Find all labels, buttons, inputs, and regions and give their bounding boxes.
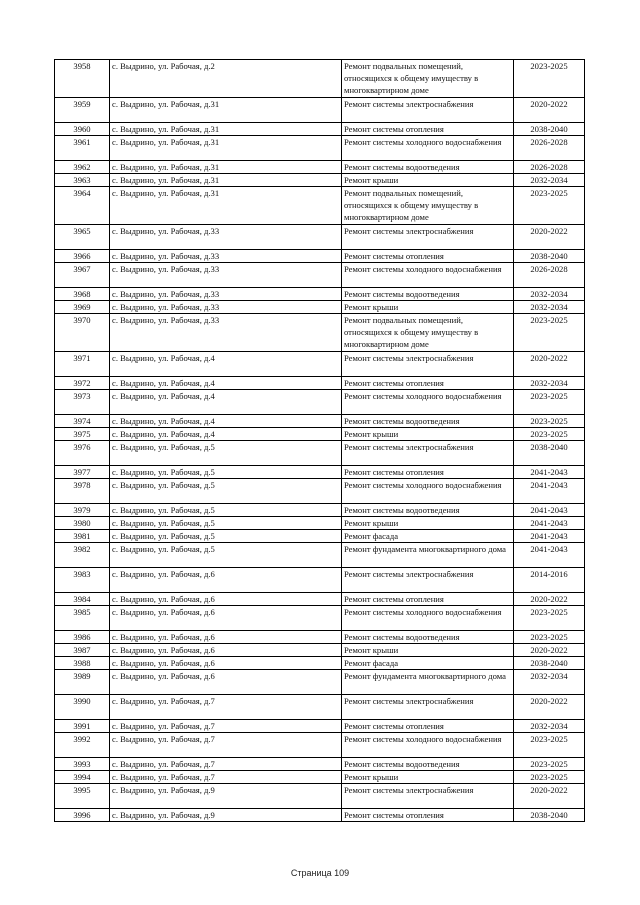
- row-number-cell: 3964: [55, 187, 110, 225]
- work-type-cell: Ремонт крыши: [342, 428, 514, 441]
- row-number-cell: 3994: [55, 771, 110, 784]
- address-cell: с. Выдрино, ул. Рабочая, д.7: [110, 771, 342, 784]
- table-row: [55, 479, 585, 504]
- period-cell: 2041-2043: [514, 517, 585, 530]
- address-cell: с. Выдрино, ул. Рабочая, д.5: [110, 543, 342, 568]
- address-cell: с. Выдрино, ул. Рабочая, д.33: [110, 263, 342, 288]
- work-type-cell: Ремонт системы водоотведения: [342, 758, 514, 771]
- period-cell: 2023-2025: [514, 390, 585, 415]
- row-number-cell: 3986: [55, 631, 110, 644]
- period-cell: 2038-2040: [514, 441, 585, 466]
- address-cell: с. Выдрино, ул. Рабочая, д.6: [110, 568, 342, 593]
- address-cell: с. Выдрино, ул. Рабочая, д.4: [110, 390, 342, 415]
- period-cell: 2020-2022: [514, 695, 585, 720]
- row-number-cell: 3978: [55, 479, 110, 504]
- work-type-cell: Ремонт системы водоотведения: [342, 415, 514, 428]
- address-cell: с. Выдрино, ул. Рабочая, д.2: [110, 60, 342, 98]
- address-cell: с. Выдрино, ул. Рабочая, д.4: [110, 428, 342, 441]
- work-type-cell: Ремонт крыши: [342, 301, 514, 314]
- row-number-cell: 3984: [55, 593, 110, 606]
- table-row: [55, 377, 585, 390]
- address-cell: с. Выдрино, ул. Рабочая, д.33: [110, 301, 342, 314]
- row-number-cell: 3968: [55, 288, 110, 301]
- table-row: [55, 720, 585, 733]
- row-number-cell: 3983: [55, 568, 110, 593]
- table-row: [55, 606, 585, 631]
- work-type-cell: Ремонт крыши: [342, 517, 514, 530]
- period-cell: 2023-2025: [514, 415, 585, 428]
- period-cell: 2023-2025: [514, 631, 585, 644]
- address-cell: с. Выдрино, ул. Рабочая, д.33: [110, 250, 342, 263]
- row-number-cell: 3973: [55, 390, 110, 415]
- work-type-cell: Ремонт системы водоотведения: [342, 631, 514, 644]
- work-type-cell: Ремонт системы отопления: [342, 466, 514, 479]
- address-cell: с. Выдрино, ул. Рабочая, д.9: [110, 809, 342, 822]
- table-row: [55, 466, 585, 479]
- page-number: Страница 109: [290, 868, 350, 878]
- table-row: [55, 428, 585, 441]
- table-row: [55, 809, 585, 822]
- table-row: [55, 733, 585, 758]
- work-type-cell: Ремонт системы отопления: [342, 720, 514, 733]
- work-type-cell: Ремонт крыши: [342, 644, 514, 657]
- table-row: [55, 441, 585, 466]
- address-cell: с. Выдрино, ул. Рабочая, д.31: [110, 98, 342, 123]
- work-type-cell: Ремонт системы холодного водоснабжения: [342, 479, 514, 504]
- row-number-cell: 3992: [55, 733, 110, 758]
- work-type-cell: Ремонт фундамента многоквартирного дома: [342, 670, 514, 695]
- row-number-cell: 3965: [55, 225, 110, 250]
- table-row: [55, 161, 585, 174]
- period-cell: 2041-2043: [514, 479, 585, 504]
- period-cell: 2023-2025: [514, 187, 585, 225]
- period-cell: 2023-2025: [514, 771, 585, 784]
- row-number-cell: 3963: [55, 174, 110, 187]
- work-type-cell: Ремонт системы отопления: [342, 593, 514, 606]
- table-row: [55, 695, 585, 720]
- work-type-cell: Ремонт системы электроснабжения: [342, 568, 514, 593]
- table-row: [55, 771, 585, 784]
- address-cell: с. Выдрино, ул. Рабочая, д.6: [110, 670, 342, 695]
- work-type-cell: Ремонт системы электроснабжения: [342, 784, 514, 809]
- period-cell: 2041-2043: [514, 543, 585, 568]
- table-row: [55, 657, 585, 670]
- period-cell: 2023-2025: [514, 314, 585, 352]
- address-cell: с. Выдрино, ул. Рабочая, д.31: [110, 174, 342, 187]
- work-type-cell: Ремонт системы отопления: [342, 250, 514, 263]
- row-number-cell: 3996: [55, 809, 110, 822]
- work-type-cell: Ремонт фасада: [342, 530, 514, 543]
- row-number-cell: 3974: [55, 415, 110, 428]
- period-cell: 2020-2022: [514, 352, 585, 377]
- row-number-cell: 3966: [55, 250, 110, 263]
- period-cell: 2041-2043: [514, 530, 585, 543]
- work-type-cell: Ремонт системы электроснабжения: [342, 352, 514, 377]
- work-type-cell: Ремонт системы холодного водоснабжения: [342, 733, 514, 758]
- work-type-cell: Ремонт подвальных помещений, относящихся к общему имуществу в многоквартирном доме: [342, 314, 514, 352]
- period-cell: 2038-2040: [514, 250, 585, 263]
- period-cell: 2014-2016: [514, 568, 585, 593]
- period-cell: 2023-2025: [514, 428, 585, 441]
- table-row: [55, 352, 585, 377]
- row-number-cell: 3988: [55, 657, 110, 670]
- work-type-cell: Ремонт системы холодного водоснабжения: [342, 606, 514, 631]
- address-cell: с. Выдрино, ул. Рабочая, д.7: [110, 720, 342, 733]
- work-type-cell: Ремонт фундамента многоквартирного дома: [342, 543, 514, 568]
- work-type-cell: Ремонт подвальных помещений, относящихся к общему имуществу в многоквартирном доме: [342, 187, 514, 225]
- repair-schedule-table: [54, 59, 585, 822]
- address-cell: с. Выдрино, ул. Рабочая, д.5: [110, 530, 342, 543]
- address-cell: с. Выдрино, ул. Рабочая, д.4: [110, 377, 342, 390]
- work-type-cell: Ремонт крыши: [342, 174, 514, 187]
- work-type-cell: Ремонт системы холодного водоснабжения: [342, 263, 514, 288]
- address-cell: с. Выдрино, ул. Рабочая, д.33: [110, 314, 342, 352]
- work-type-cell: Ремонт системы холодного водоснабжения: [342, 390, 514, 415]
- table-row: [55, 568, 585, 593]
- work-type-cell: Ремонт фасада: [342, 657, 514, 670]
- address-cell: с. Выдрино, ул. Рабочая, д.6: [110, 593, 342, 606]
- table-row: [55, 123, 585, 136]
- table-row: [55, 187, 585, 225]
- table-row: [55, 758, 585, 771]
- period-cell: 2041-2043: [514, 504, 585, 517]
- row-number-cell: 3995: [55, 784, 110, 809]
- row-number-cell: 3979: [55, 504, 110, 517]
- period-cell: 2032-2034: [514, 301, 585, 314]
- period-cell: 2032-2034: [514, 174, 585, 187]
- period-cell: 2020-2022: [514, 225, 585, 250]
- address-cell: с. Выдрино, ул. Рабочая, д.6: [110, 657, 342, 670]
- row-number-cell: 3959: [55, 98, 110, 123]
- row-number-cell: 3958: [55, 60, 110, 98]
- work-type-cell: Ремонт системы отопления: [342, 809, 514, 822]
- row-number-cell: 3990: [55, 695, 110, 720]
- row-number-cell: 3969: [55, 301, 110, 314]
- row-number-cell: 3961: [55, 136, 110, 161]
- table-row: [55, 136, 585, 161]
- work-type-cell: Ремонт системы электроснабжения: [342, 225, 514, 250]
- row-number-cell: 3991: [55, 720, 110, 733]
- row-number-cell: 3981: [55, 530, 110, 543]
- table-row: [55, 390, 585, 415]
- table-row: [55, 415, 585, 428]
- table-row: [55, 250, 585, 263]
- table-row: [55, 784, 585, 809]
- row-number-cell: 3980: [55, 517, 110, 530]
- table-row: [55, 301, 585, 314]
- period-cell: 2023-2025: [514, 606, 585, 631]
- period-cell: 2041-2043: [514, 466, 585, 479]
- address-cell: с. Выдрино, ул. Рабочая, д.5: [110, 517, 342, 530]
- work-type-cell: Ремонт системы электроснабжения: [342, 441, 514, 466]
- table-row: [55, 670, 585, 695]
- period-cell: 2032-2034: [514, 377, 585, 390]
- period-cell: 2020-2022: [514, 593, 585, 606]
- table-row: [55, 288, 585, 301]
- table-body: [55, 60, 585, 822]
- table-row: [55, 517, 585, 530]
- work-type-cell: Ремонт системы отопления: [342, 123, 514, 136]
- work-type-cell: Ремонт системы холодного водоснабжения: [342, 136, 514, 161]
- address-cell: с. Выдрино, ул. Рабочая, д.5: [110, 466, 342, 479]
- period-cell: 2026-2028: [514, 161, 585, 174]
- row-number-cell: 3989: [55, 670, 110, 695]
- address-cell: с. Выдрино, ул. Рабочая, д.4: [110, 352, 342, 377]
- address-cell: с. Выдрино, ул. Рабочая, д.6: [110, 631, 342, 644]
- row-number-cell: 3987: [55, 644, 110, 657]
- period-cell: 2032-2034: [514, 288, 585, 301]
- address-cell: с. Выдрино, ул. Рабочая, д.33: [110, 225, 342, 250]
- period-cell: 2032-2034: [514, 720, 585, 733]
- address-cell: с. Выдрино, ул. Рабочая, д.9: [110, 784, 342, 809]
- address-cell: с. Выдрино, ул. Рабочая, д.6: [110, 606, 342, 631]
- row-number-cell: 3985: [55, 606, 110, 631]
- period-cell: 2020-2022: [514, 644, 585, 657]
- address-cell: с. Выдрино, ул. Рабочая, д.5: [110, 504, 342, 517]
- address-cell: с. Выдрино, ул. Рабочая, д.33: [110, 288, 342, 301]
- row-number-cell: 3977: [55, 466, 110, 479]
- address-cell: с. Выдрино, ул. Рабочая, д.6: [110, 644, 342, 657]
- period-cell: 2023-2025: [514, 758, 585, 771]
- period-cell: 2032-2034: [514, 670, 585, 695]
- work-type-cell: Ремонт системы водоотведения: [342, 161, 514, 174]
- table-row: [55, 98, 585, 123]
- period-cell: 2023-2025: [514, 60, 585, 98]
- table-row: [55, 543, 585, 568]
- table-row: [55, 530, 585, 543]
- period-cell: 2038-2040: [514, 123, 585, 136]
- work-type-cell: Ремонт системы водоотведения: [342, 504, 514, 517]
- row-number-cell: 3972: [55, 377, 110, 390]
- work-type-cell: Ремонт системы водоотведения: [342, 288, 514, 301]
- period-cell: 2023-2025: [514, 733, 585, 758]
- row-number-cell: 3993: [55, 758, 110, 771]
- period-cell: 2038-2040: [514, 809, 585, 822]
- table-row: [55, 314, 585, 352]
- work-type-cell: Ремонт подвальных помещений, относящихся к общему имуществу в многоквартирном доме: [342, 60, 514, 98]
- table-row: [55, 504, 585, 517]
- period-cell: 2026-2028: [514, 136, 585, 161]
- address-cell: с. Выдрино, ул. Рабочая, д.31: [110, 123, 342, 136]
- period-cell: 2020-2022: [514, 98, 585, 123]
- address-cell: с. Выдрино, ул. Рабочая, д.5: [110, 479, 342, 504]
- row-number-cell: 3967: [55, 263, 110, 288]
- work-type-cell: Ремонт крыши: [342, 771, 514, 784]
- period-cell: 2038-2040: [514, 657, 585, 670]
- address-cell: с. Выдрино, ул. Рабочая, д.5: [110, 441, 342, 466]
- address-cell: с. Выдрино, ул. Рабочая, д.7: [110, 733, 342, 758]
- row-number-cell: 3975: [55, 428, 110, 441]
- row-number-cell: 3960: [55, 123, 110, 136]
- work-type-cell: Ремонт системы электроснабжения: [342, 98, 514, 123]
- row-number-cell: 3962: [55, 161, 110, 174]
- address-cell: с. Выдрино, ул. Рабочая, д.7: [110, 758, 342, 771]
- address-cell: с. Выдрино, ул. Рабочая, д.7: [110, 695, 342, 720]
- address-cell: с. Выдрино, ул. Рабочая, д.31: [110, 136, 342, 161]
- period-cell: 2020-2022: [514, 784, 585, 809]
- table-row: [55, 263, 585, 288]
- table-row: [55, 174, 585, 187]
- row-number-cell: 3970: [55, 314, 110, 352]
- table-row: [55, 225, 585, 250]
- table-row: [55, 631, 585, 644]
- work-type-cell: Ремонт системы электроснабжения: [342, 695, 514, 720]
- table-row: [55, 60, 585, 98]
- address-cell: с. Выдрино, ул. Рабочая, д.31: [110, 161, 342, 174]
- period-cell: 2026-2028: [514, 263, 585, 288]
- table-row: [55, 593, 585, 606]
- work-type-cell: Ремонт системы отопления: [342, 377, 514, 390]
- row-number-cell: 3982: [55, 543, 110, 568]
- table-row: [55, 644, 585, 657]
- address-cell: с. Выдрино, ул. Рабочая, д.31: [110, 187, 342, 225]
- address-cell: с. Выдрино, ул. Рабочая, д.4: [110, 415, 342, 428]
- row-number-cell: 3971: [55, 352, 110, 377]
- row-number-cell: 3976: [55, 441, 110, 466]
